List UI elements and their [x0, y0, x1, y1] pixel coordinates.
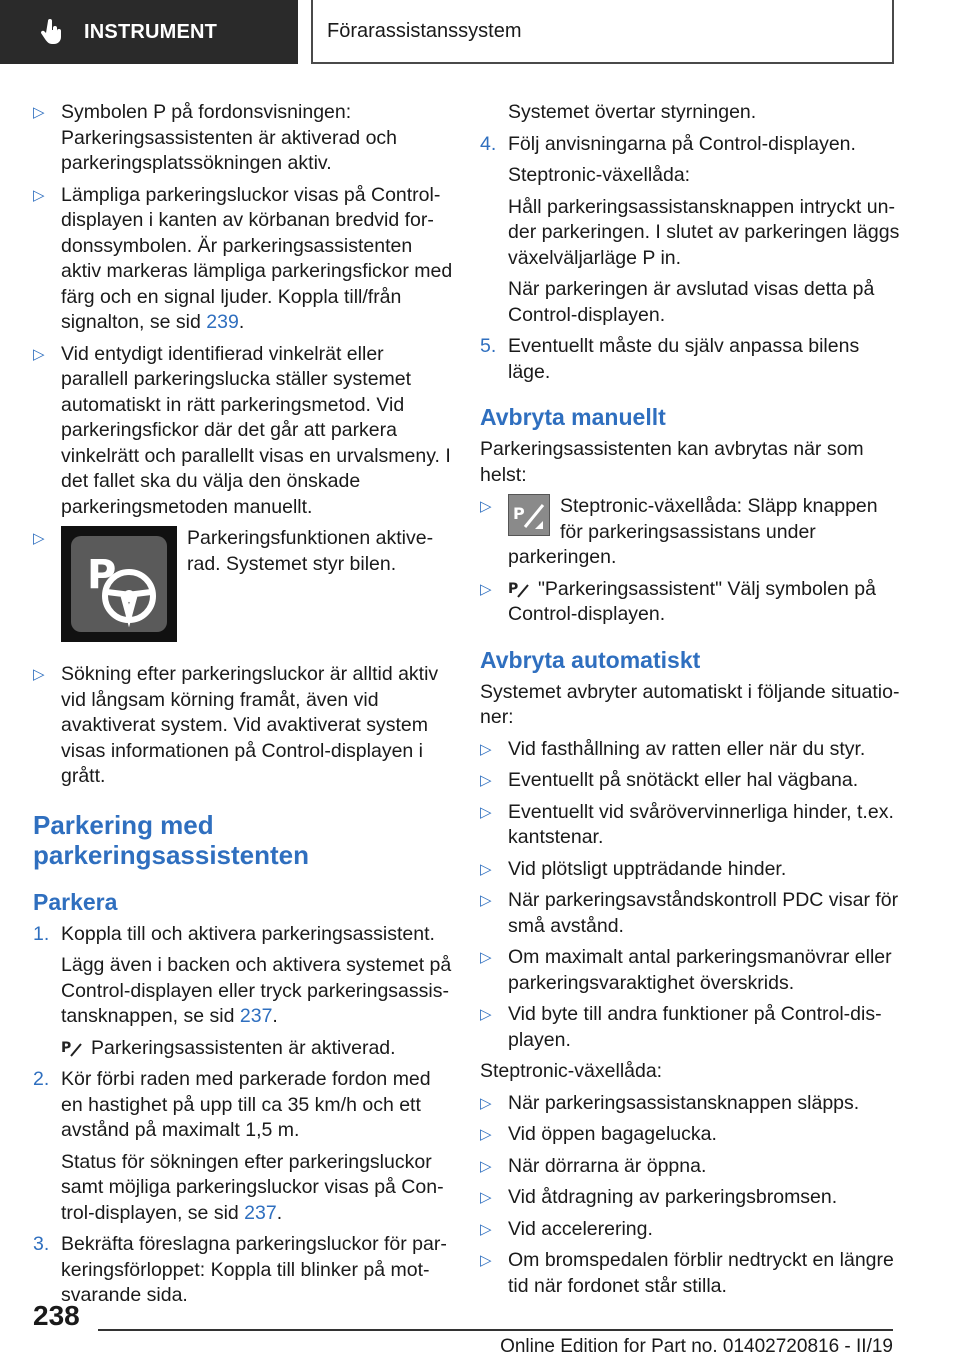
- step-item: 5. Eventuellt måste du själv anpassa bilens läge.: [480, 335, 860, 383]
- svg-text:P: P: [513, 504, 525, 523]
- list-item: ▷ När dörrarna är öppna.: [480, 1154, 905, 1180]
- subsection-heading: Parkera: [33, 888, 118, 915]
- hand-pointer-icon: [40, 19, 64, 45]
- triangle-right-icon: ▷: [480, 949, 492, 966]
- page-number: 238: [33, 1300, 80, 1331]
- step-detail: Steptronic-växellåda:: [508, 164, 691, 186]
- paragraph: Systemet avbryter automatiskt i följande situationer:: [480, 680, 900, 728]
- triangle-right-icon: ▷: [480, 772, 492, 789]
- chapter-label: INSTRUMENT: [84, 20, 218, 43]
- triangle-right-icon: ▷: [33, 186, 45, 204]
- section-tab: [311, 0, 894, 64]
- triangle-right-icon: ▷: [480, 860, 492, 878]
- page-ref-link[interactable]: 239: [206, 311, 239, 333]
- svg-text:P: P: [508, 581, 519, 598]
- triangle-right-icon: ▷: [480, 803, 492, 821]
- chapter-tab[interactable]: [0, 0, 298, 64]
- list-item: ▷ Symbolen P på fordonsvisningen: Parkeringsassistenten är aktiverad och parkeringsplatssökningen aktiv.: [33, 101, 398, 174]
- step-item: 4. Följ anvisningarna på Control-displayen.: [480, 132, 856, 155]
- step-status: P Parkeringsassistenten är aktiverad.: [61, 1036, 396, 1059]
- triangle-right-icon: ▷: [480, 498, 492, 515]
- triangle-right-icon: ▷: [480, 1126, 492, 1143]
- triangle-right-icon: ▷: [33, 104, 45, 121]
- list-item: ▷ När parkeringsassistansknappen släpps.: [480, 1091, 905, 1117]
- triangle-right-icon: ▷: [480, 1220, 492, 1238]
- triangle-right-icon: ▷: [480, 1252, 492, 1269]
- footer-divider: [98, 1329, 893, 1331]
- list-item: ▷ P Parkeringsfunktionen aktiverad. Systemet styr bilen.: [33, 526, 453, 648]
- triangle-right-icon: ▷: [33, 530, 45, 547]
- list-item: ▷ När parkeringsavståndskontroll PDC visar för små avstånd.: [480, 889, 899, 937]
- list-item: ▷ Vid plötsligt uppträdande hinder.: [480, 857, 905, 883]
- triangle-right-icon: ▷: [33, 666, 45, 683]
- list-item: ▷ P Steptronic-växellåda: Släpp knappen för parkeringsassistans under parkeringen.: [480, 495, 878, 568]
- step-item: 2. Kör förbi raden med parkerade fordon med en hastighet på upp till ca 35 km/h och ett avstånd på maximalt 1,5 m.: [33, 1068, 431, 1141]
- section-label: Förarassistanssystem: [327, 19, 522, 42]
- step-detail: Status för sökningen efter parkeringsluckor samt möjliga parkeringsluckor visas på Control-displayen, se sid 237.: [61, 1150, 444, 1224]
- list-item: ▷ Lämpliga parkeringsluckor visas på Control-displayen i kanten av körbanan bredvid fordonssymbolen. Är parkeringsassistenten aktiv markeras lämpliga parkeringsfickor med färg och en signal ljuder. Koppla till/från signalton, se sid 239.: [33, 183, 453, 333]
- page-ref-link[interactable]: 237: [244, 1201, 277, 1224]
- triangle-right-icon: ▷: [480, 1157, 492, 1175]
- section-heading: Parkering med parkeringsassistenten: [33, 809, 310, 870]
- list-item: ▷ Vid accelerering.: [480, 1217, 905, 1243]
- list-item: ▷ Vid öppen bagagelucka.: [480, 1122, 905, 1148]
- svg-text:P: P: [61, 1040, 72, 1057]
- step-item: 3. Bekräfta föreslagna parkeringsluckor för parkeringsförloppet: Koppla till blinker på motsvarande sida.: [33, 1233, 447, 1306]
- edition-text: Online Edition for Part no. 01402720816 - II/19: [500, 1336, 893, 1357]
- list-item: ▷ Vid åtdragning av parkeringsbromsen.: [480, 1185, 905, 1211]
- list-item: ▷ Sökning efter parkeringsluckor är alltid aktiv vid långsam körning framåt, även vid avaktiverat system. Vid avaktiverat system visas informationen på Control-displayen i grått.: [33, 663, 439, 787]
- subsection-heading: Avbryta manuellt: [480, 404, 666, 430]
- step-detail: Lägg även i backen och aktivera systemet på Control-displayen eller tryck parkeringsassistansknappen, se sid 237.: [61, 954, 452, 1027]
- step-detail: Håll parkeringsassistansknappen intryckt under parkeringen. I slutet av parkeringen läggs växelväljarläge P in.: [508, 195, 900, 269]
- list-item: ▷ P "Parkeringsassistent" Välj symbolen på Control-displayen.: [480, 577, 876, 625]
- triangle-right-icon: ▷: [480, 1094, 492, 1112]
- page-ref-link[interactable]: 237: [239, 1005, 273, 1027]
- triangle-right-icon: ▷: [480, 892, 492, 909]
- triangle-right-icon: ▷: [33, 345, 45, 363]
- list-item: ▷ Eventuellt vid svårövervinnerliga hinder, t.ex. kantstenar.: [480, 800, 894, 848]
- triangle-right-icon: ▷: [480, 1189, 492, 1206]
- list-item: ▷ Eventuellt på snötäckt eller hal vägbana.: [480, 768, 905, 794]
- step-detail: När parkeringen är avslutad visas detta på Control-displayen.: [508, 278, 875, 326]
- triangle-right-icon: ▷: [480, 740, 492, 758]
- list-item: ▷ Vid entydigt identifierad vinkelrät eller parallell parkeringslucka ställer systemet automatiskt in rätt parkeringsmetod. Vid parkeringsfickor där det går att parkera vinkelrätt och parallellt visas en urvalsmeny. I det fallet ska du välja den önskade parkeringsmetoden manuellt.: [33, 342, 451, 518]
- parking-assist-icon: [508, 579, 530, 599]
- step-item: 1. Koppla till och aktivera parkeringsassistent.: [33, 922, 435, 945]
- page-header: [0, 0, 960, 66]
- parking-assist-button-icon: [508, 494, 550, 536]
- svg-text:P: P: [87, 552, 117, 598]
- step-detail: Systemet övertar styrningen.: [508, 101, 757, 123]
- list-item: ▷ Vid fasthållning av ratten eller när du styr.: [480, 737, 905, 763]
- list-item: ▷ Vid byte till andra funktioner på Control-displayen.: [480, 1003, 882, 1051]
- parking-steering-icon: [61, 526, 177, 642]
- triangle-right-icon: ▷: [480, 1006, 492, 1023]
- list-item: ▷ Om maximalt antal parkeringsmanövrar eller parkeringsvaraktighet överskrids.: [480, 946, 892, 994]
- paragraph: Parkeringsassistenten kan avbrytas när som helst:: [480, 438, 864, 486]
- list-item: ▷ Om bromspedalen förblir nedtryckt en längre tid när fordonet står stilla.: [480, 1249, 894, 1297]
- right-column: [480, 100, 905, 1305]
- subsection-heading: Avbryta automatiskt: [480, 646, 701, 673]
- parking-assist-icon: [61, 1038, 83, 1058]
- paragraph: Steptronic-växellåda:: [480, 1060, 663, 1082]
- triangle-right-icon: ▷: [480, 580, 492, 598]
- left-column: [33, 100, 453, 1315]
